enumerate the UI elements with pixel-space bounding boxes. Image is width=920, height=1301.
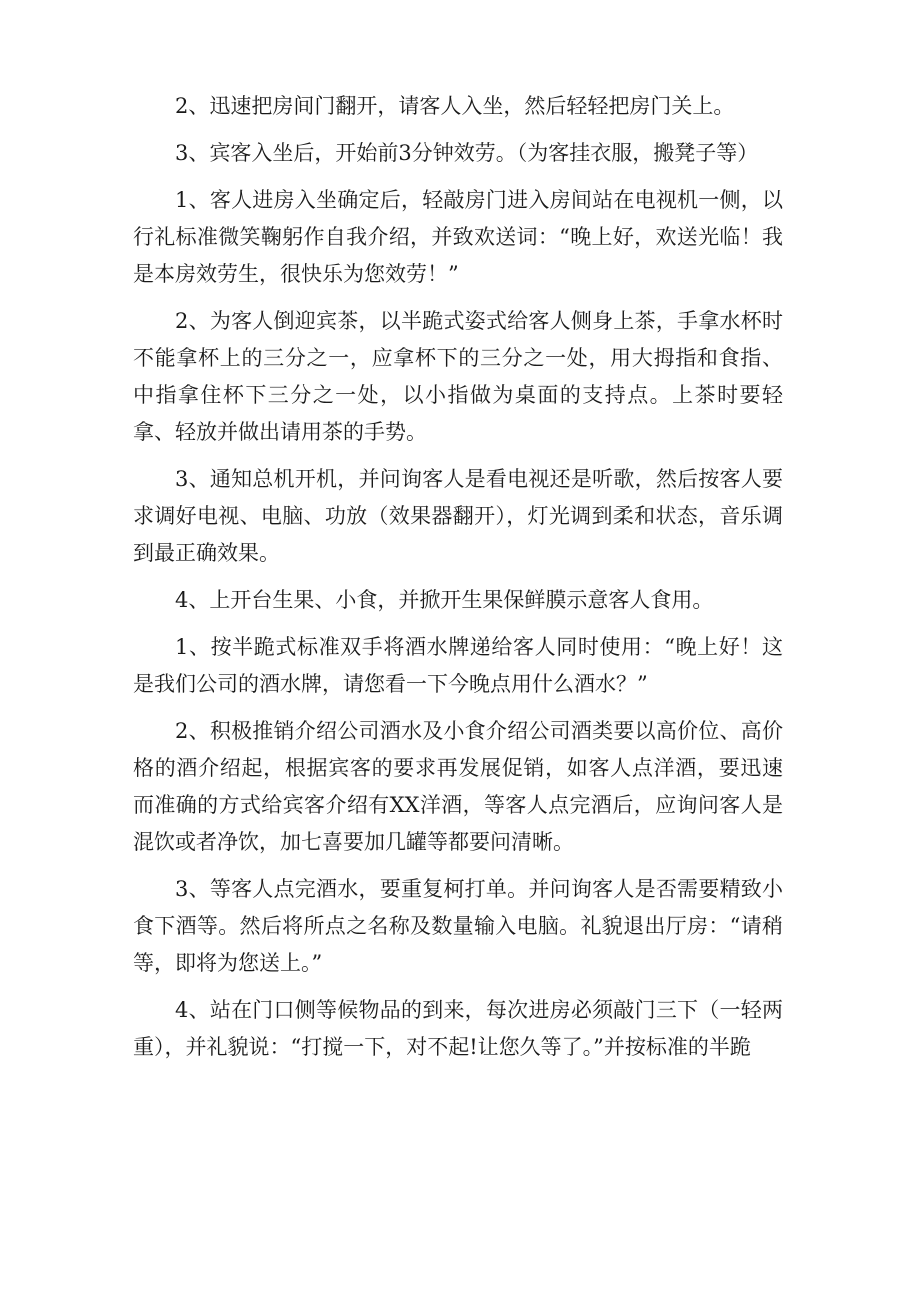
- paragraph: 1、客人进房入坐确定后，轻敲房门进入房间站在电视机一侧，以行礼标准微笑鞠躬作自我介绍，并致欢送词：“晚上好，欢送光临！我是本房效劳生，很快乐为您效劳！”: [133, 188, 783, 286]
- paragraph: 2、迅速把房间门翻开，请客人入坐，然后轻轻把房门关上。: [175, 94, 735, 118]
- paragraph: 3、宾客入坐后，开始前3分钟效劳。（为客挂衣服，搬凳子等）: [175, 141, 759, 165]
- paragraph: 3、等客人点完酒水，要重复柯打单。并问询客人是否需要精致小食下酒等。然后将所点之名称及数量输入电脑。礼貌退出厅房：“请稍等，即将为您送上。”: [133, 877, 783, 975]
- paragraph: 2、为客人倒迎宾茶，以半跪式姿式给客人侧身上茶，手拿水杯时不能拿杯上的三分之一，应拿杯下的三分之一处，用大拇指和食指、中指拿住杯下三分之一处，以小指做为桌面的支持点。上茶时要轻拿、轻放并做出请用茶的手势。: [133, 309, 783, 444]
- paragraph: 2、积极推销介绍公司酒水及小食介绍公司酒类要以高价位、高价格的酒介绍起，根据宾客的要求再发展促销，如客人点洋酒，要迅速而准确的方式给宾客介绍有XX洋酒，等客人点完酒后，应询问客人是混饮或者净饮，加七喜要加几罐等都要问清晰。: [133, 719, 783, 854]
- paragraph: 1、按半跪式标准双手将酒水牌递给客人同时使用：“晚上好！这是我们公司的酒水牌，请您看一下今晚点用什么酒水？”: [133, 635, 783, 696]
- document-body: [133, 88, 783, 1076]
- paragraph: 4、上开台生果、小食，并掀开生果保鲜膜示意客人食用。: [175, 588, 714, 612]
- paragraph: 4、站在门口侧等候物品的到来，每次进房必须敲门三下（一轻两重），并礼貌说：“打搅一下，对不起!让您久等了。”并按标准的半跪: [133, 998, 783, 1059]
- paragraph: 3、通知总机开机，并问询客人是看电视还是听歌，然后按客人要求调好电视、电脑、功放（效果器翻开），灯光调到柔和状态，音乐调到最正确效果。: [133, 467, 783, 565]
